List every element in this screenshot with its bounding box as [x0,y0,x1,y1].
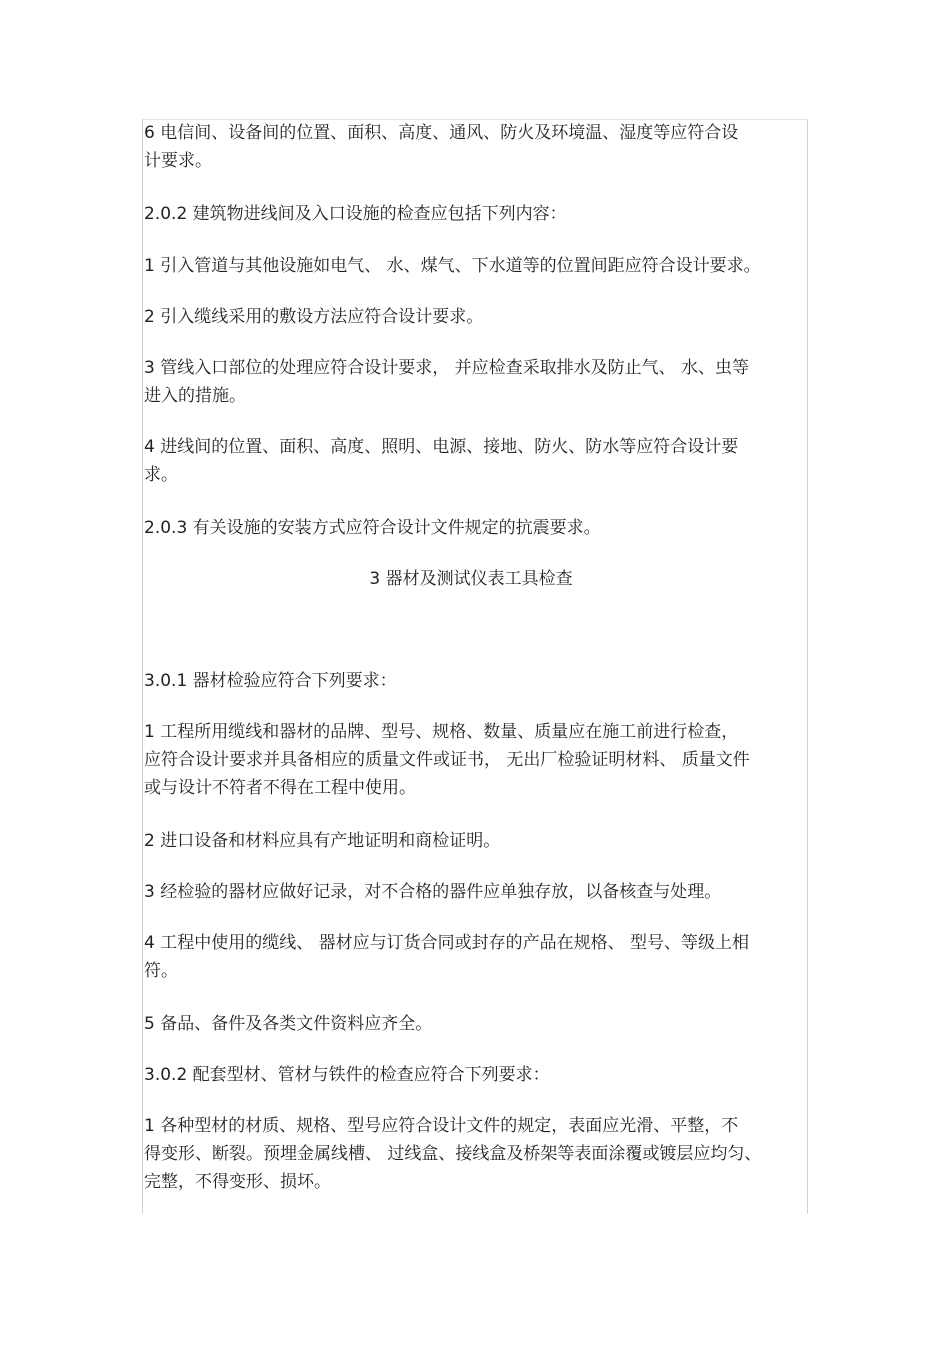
text-line: 2 进口设备和材料应具有产地证明和商检证明。 [144,831,501,851]
paragraph-p3 [144,252,808,280]
paragraph-p13 [144,1010,808,1038]
paragraph-section-2-0-3 [144,514,808,542]
text-line: 6 电信间、设备间的位置、面积、高度、通风、防火及环境温、湿度等应符合设 [144,123,739,143]
section-heading [144,565,798,593]
text-line: 符。 [144,961,178,981]
paragraph-p11 [144,878,808,906]
text-line: 1 工程所用缆线和器材的品牌、型号、规格、数量、质量应在施工前进行检查， [144,722,739,742]
text-line: 求。 [144,465,178,485]
text-line: 1 引入管道与其他设施如电气、 水、煤气、下水道等的位置间距应符合设计要求。 [144,256,761,276]
text-line: 4 进线间的位置、面积、高度、照明、电源、接地、防火、防水等应符合设计要 [144,437,739,457]
paragraph-p12 [144,929,808,985]
paragraph-p9 [144,718,808,802]
paragraph-section-2-0-2 [144,200,808,228]
text-line: 3 管线入口部位的处理应符合设计要求， 并应检查采取排水及防止气、 水、虫等 [144,358,750,378]
text-line: 2 引入缆线采用的敷设方法应符合设计要求。 [144,307,484,327]
paragraph-section-3-0-2 [144,1061,808,1089]
text-line: 或与设计不符者不得在工程中使用。 [144,778,416,798]
text-line: 5 备品、备件及各类文件资料应齐全。 [144,1014,433,1034]
text-line: 1 各种型材的材质、规格、型号应符合设计文件的规定，表面应光滑、平整，不 [144,1116,739,1136]
text-line: 计要求。 [144,151,212,171]
text-line: 2.0.3 有关设施的安装方式应符合设计文件规定的抗震要求。 [144,518,601,538]
paragraph-section-3-0-1 [144,667,808,695]
text-line: 3.0.1 器材检验应符合下列要求： [144,671,397,691]
paragraph-p1 [144,119,808,175]
text-line: 3 经检验的器材应做好记录，对不合格的器件应单独存放，以备核查与处理。 [144,882,722,902]
paragraph-p15 [144,1112,808,1196]
text-line: 进入的措施。 [144,386,246,406]
paragraph-p6 [144,433,808,489]
text-line: 完整，不得变形、损坏。 [144,1172,331,1192]
paragraph-p5 [144,354,808,410]
paragraph-p10 [144,827,808,855]
text-line: 3.0.2 配套型材、管材与铁件的检查应符合下列要求： [144,1065,550,1085]
text-line: 2.0.2 建筑物进线间及入口设施的检查应包括下列内容： [144,204,567,224]
text-line: 得变形、断裂。预埋金属线槽、 过线盒、接线盒及桥架等表面涂覆或镀层应均匀、 [144,1144,762,1164]
heading-text: 3 器材及测试仪表工具检查 [369,569,573,589]
text-line: 4 工程中使用的缆线、 器材应与订货合同或封存的产品在规格、 型号、等级上相 [144,933,750,953]
paragraph-p4 [144,303,808,331]
text-line: 应符合设计要求并具备相应的质量文件或证书， 无出厂检验证明材料、 质量文件 [144,750,750,770]
